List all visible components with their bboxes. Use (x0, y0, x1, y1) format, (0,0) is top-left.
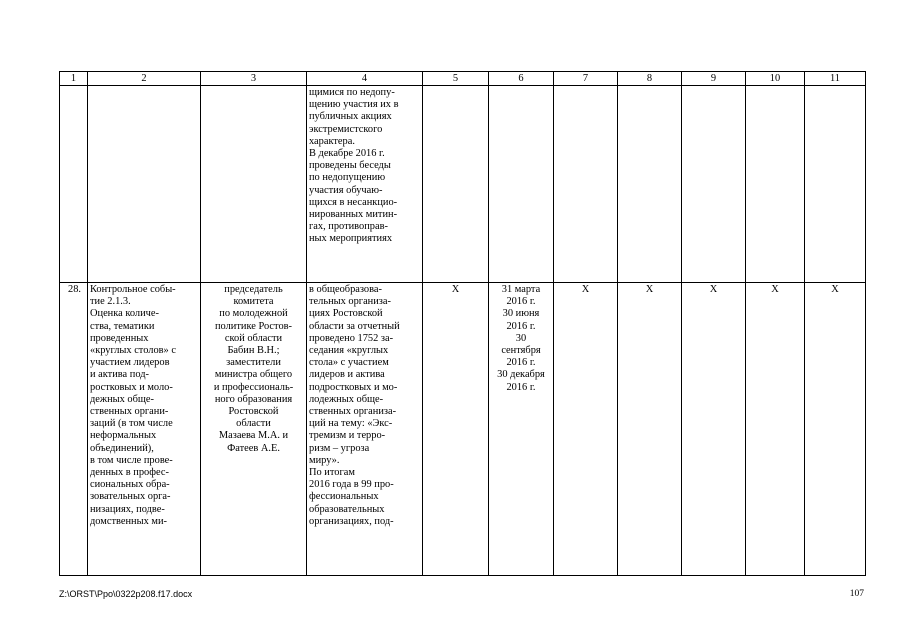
document-table (59, 71, 866, 576)
header-cell-4: 4 (307, 72, 423, 86)
control-event-description: Контрольное собы- тие 2.1.3. Оценка количе- ства, тематики проведенных «круглых столов» с участием лидеров и актива под- ростковых и моло- дежных обще- ственных органи- заций (в том числе неформальных объединений), в том числе прове- денных в профес- сиональных обра- зовательных орга- низациях, подве- домственных ми- (88, 283, 201, 576)
header-cell-10: 10 (746, 72, 805, 86)
mark-col9: X (682, 283, 746, 576)
cont-cell-11 (805, 86, 866, 283)
mark-col10: X (746, 283, 805, 576)
deadlines: 31 марта 2016 г. 30 июня 2016 г. 30 сентября 2016 г. 30 декабря 2016 г. (489, 283, 554, 576)
header-cell-1: 1 (60, 72, 88, 86)
execution-report: в общеобразова- тельных организа- циях Ростовской области за отчетный проведено 1752 за- седания «круглых стола» с участием лидеров и актива подростковых и мо- лодежных обще- ственных организа- ций на тему: «Экс- тремизм и терро- ризм – угроза миру». По итогам 2016 года в 99 про- фессиональных образовательных организациях, под- (307, 283, 423, 576)
header-row (60, 72, 866, 86)
cont-cell-3 (201, 86, 307, 283)
mark-col8: X (618, 283, 682, 576)
mark-col7: X (554, 283, 618, 576)
footer-file-path: Z:\ORST\Ppo\0322p208.f17.docx (59, 589, 193, 599)
page-number: 107 (849, 589, 864, 599)
cont-cell-9 (682, 86, 746, 283)
mark-col5: X (423, 283, 489, 576)
header-cell-7: 7 (554, 72, 618, 86)
cont-cell-10 (746, 86, 805, 283)
cont-cell-4-text: щимися по недопу- щению участия их в публичных акциях экстремистского характера. В декабре 2016 г. проведены беседы по недопущению участия обучаю- щихся в несанкцио- нированных митин- гах, противоправ- ных мероприятиях (307, 86, 423, 283)
mark-col11: X (805, 283, 866, 576)
header-cell-8: 8 (618, 72, 682, 86)
header-cell-5: 5 (423, 72, 489, 86)
row-number: 28. (60, 283, 88, 576)
cont-cell-2 (88, 86, 201, 283)
table-row-continuation (60, 86, 866, 283)
header-cell-6: 6 (489, 72, 554, 86)
cont-cell-5 (423, 86, 489, 283)
table-row-28 (60, 283, 866, 576)
cont-cell-1 (60, 86, 88, 283)
header-cell-11: 11 (805, 72, 866, 86)
cont-cell-7 (554, 86, 618, 283)
header-cell-2: 2 (88, 72, 201, 86)
header-cell-3: 3 (201, 72, 307, 86)
cont-cell-8 (618, 86, 682, 283)
responsible-persons: председатель комитета по молодежной политике Ростов- ской области Бабин В.Н.; заместители министра общего и профессиональ- ного образования Ростовской области Мазаева М.А. и Фатеев А.Е. (201, 283, 307, 576)
header-cell-9: 9 (682, 72, 746, 86)
cont-cell-6 (489, 86, 554, 283)
